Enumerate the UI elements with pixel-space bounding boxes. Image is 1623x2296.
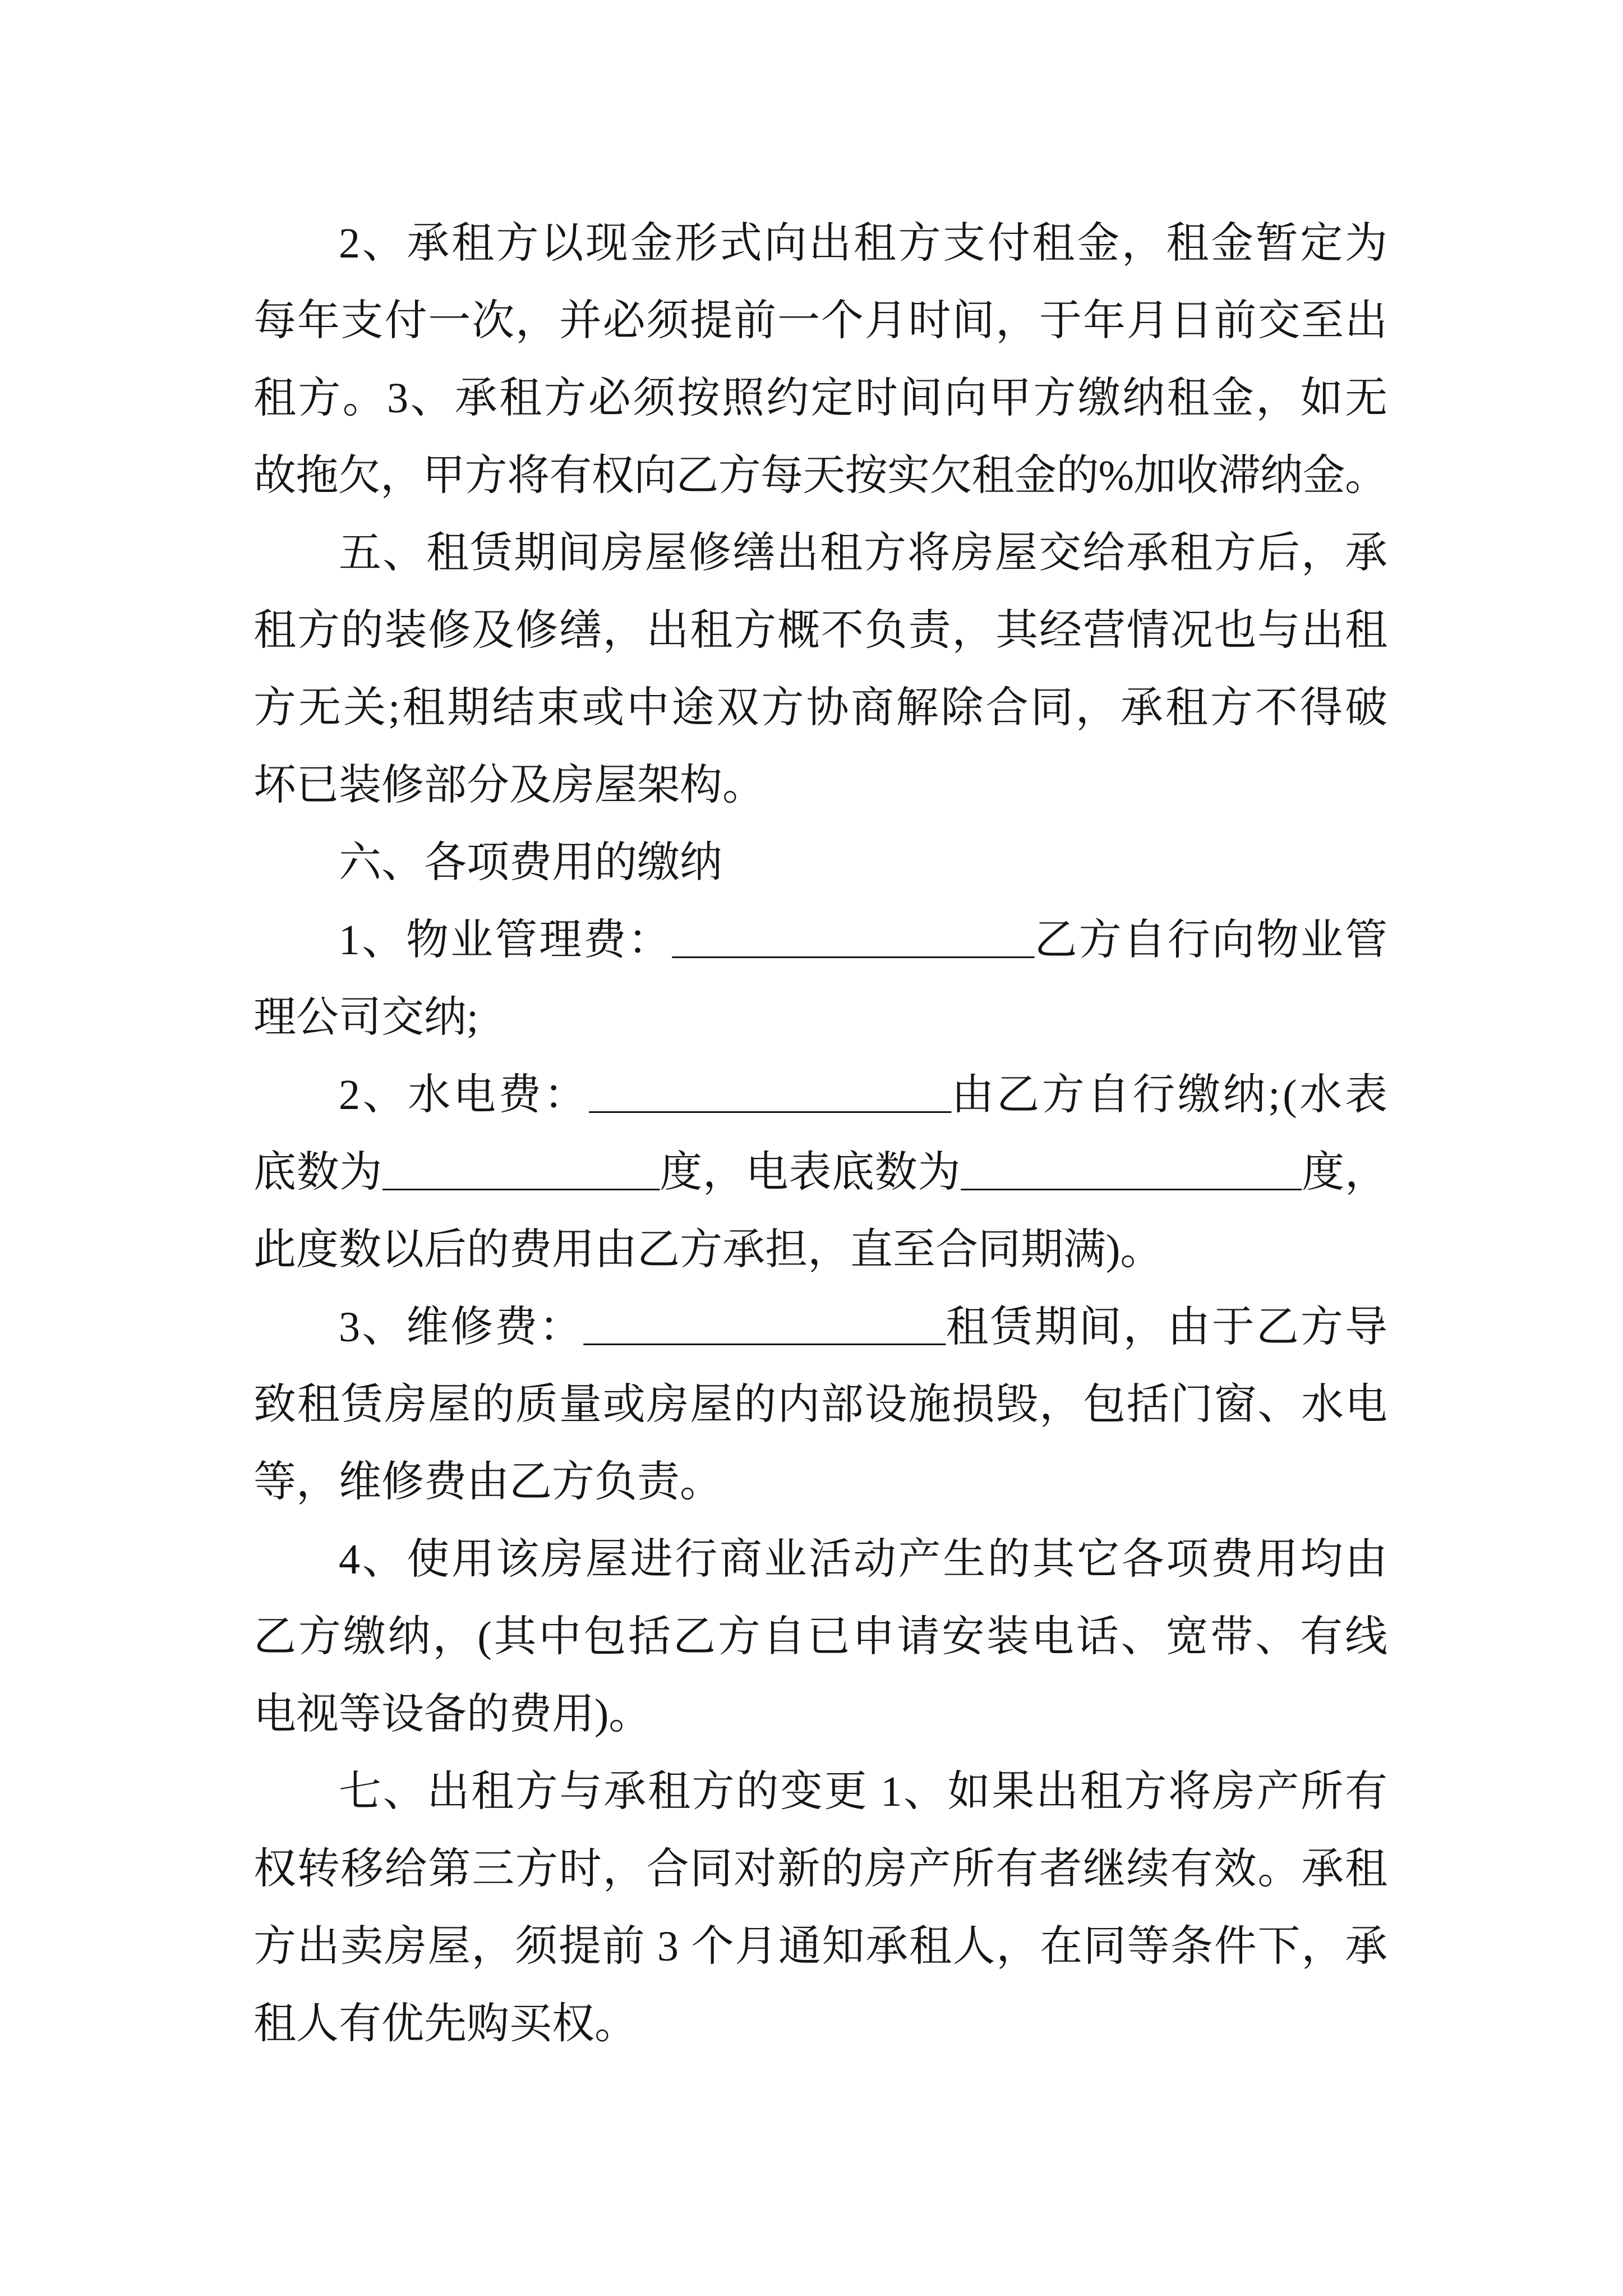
fee-other-business — [253, 1521, 1390, 1753]
document-body — [253, 205, 1390, 2063]
document-line: 方无关;租期结束或中途双方协商解除合同，承租方不得破 — [253, 684, 1390, 731]
document-line: 租方。3、承租方必须按照约定时间向甲方缴纳租金，如无 — [253, 375, 1390, 422]
clause-rent-payment — [253, 205, 1390, 514]
fee-utilities — [253, 1056, 1390, 1289]
document-line: 1、物业管理费：_________________乙方自行向物业管 — [339, 917, 1390, 965]
document-line: 此度数以后的费用由乙方承担，直至合同期满)。 — [253, 1226, 1163, 1273]
fill-in-blank: _________________ — [589, 1080, 952, 1120]
document-line: 2、水电费：_________________由乙方自行缴纳;(水表 — [339, 1071, 1390, 1120]
clause-repairs — [253, 514, 1390, 824]
document-line: 七、出租方与承租方的变更 1、如果出租方将房产所有 — [339, 1768, 1389, 1815]
document-line: 2、承租方以现金形式向出租方支付租金，租金暂定为 — [339, 220, 1390, 267]
document-line: 五、租赁期间房屋修缮出租方将房屋交给承租方后，承 — [339, 530, 1389, 577]
fill-in-blank: _________________ — [672, 925, 1035, 965]
document-line: 坏已装修部分及房屋架构。 — [253, 762, 765, 809]
clause-fees-heading — [253, 824, 1387, 901]
document-line: 底数为_____________度，电表底数为________________度， — [253, 1149, 1388, 1198]
document-line: 等，维修费由乙方负责。 — [253, 1458, 722, 1506]
fee-maintenance — [253, 1289, 1390, 1521]
document-line: 权转移给第三方时，合同对新的房产所有者继续有效。承租 — [253, 1846, 1389, 1893]
document-line: 致租赁房屋的质量或房屋的内部设施损毁，包括门窗、水电 — [253, 1381, 1389, 1428]
document-line: 方出卖房屋，须提前 3 个月通知承租人，在同等条件下，承 — [253, 1923, 1389, 1970]
document-line: 电视等设备的费用)。 — [253, 1691, 652, 1738]
fill-in-blank: _________________ — [583, 1312, 946, 1352]
document-line: 租方的装修及修缮，出租方概不负责，其经营情况也与出租 — [253, 607, 1389, 654]
document-line: 乙方缴纳，(其中包括乙方自已申请安装电话、宽带、有线 — [253, 1613, 1390, 1660]
document-line: 租人有优先购买权。 — [253, 2000, 637, 2047]
fill-in-blank: _____________ — [382, 1157, 660, 1198]
clause-party-change — [253, 1753, 1387, 2063]
fill-in-blank: ________________ — [961, 1157, 1302, 1198]
document-line: 理公司交纳; — [253, 994, 479, 1041]
document-line: 3、维修费：_________________租赁期间，由于乙方导 — [339, 1304, 1390, 1352]
document-line: 故拖欠，甲方将有权向乙方每天按实欠租金的%加收滞纳金。 — [253, 452, 1387, 499]
document-line: 4、使用该房屋进行商业活动产生的其它各项费用均由 — [339, 1536, 1390, 1583]
document-line: 六、各项费用的缴纳 — [339, 839, 722, 886]
document-line: 每年支付一次，并必须提前一个月时间，于年月日前交至出 — [253, 297, 1389, 344]
fee-property-management — [253, 901, 1390, 1056]
